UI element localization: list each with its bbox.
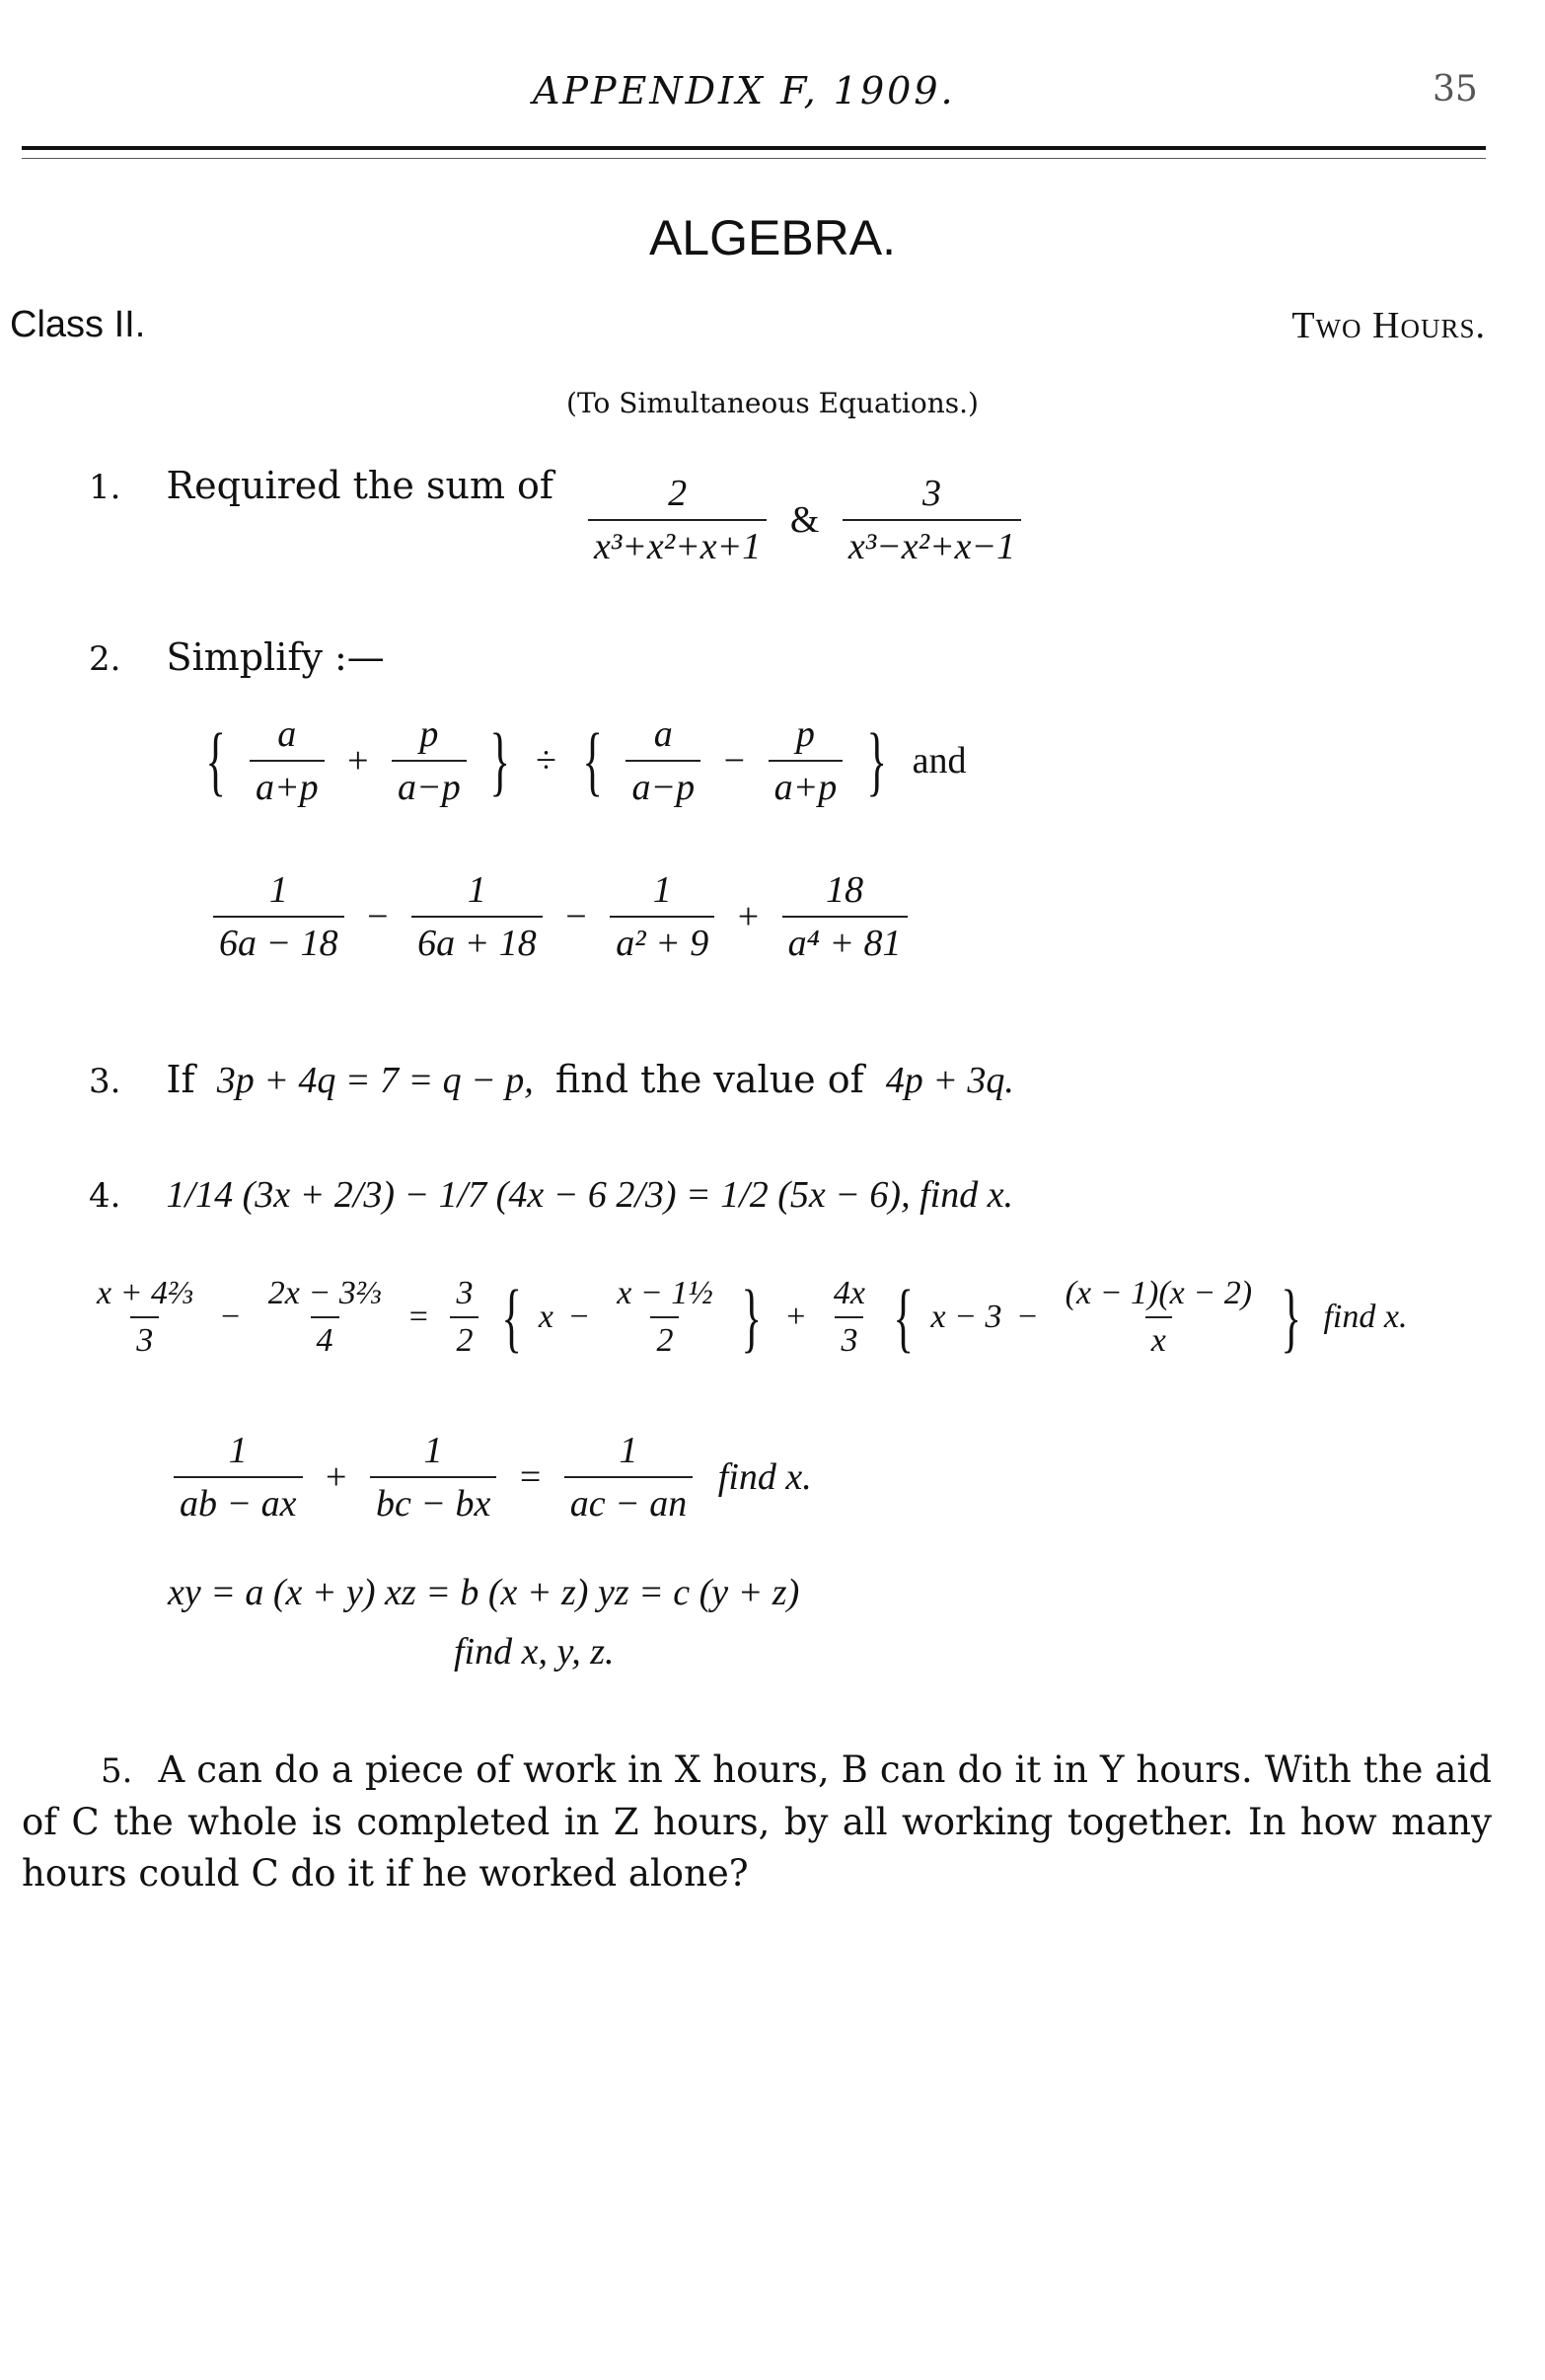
q4-equation-3 bbox=[168, 1429, 812, 1525]
expression: 4p + 3q. bbox=[885, 1060, 1014, 1101]
instruction: find x. bbox=[1323, 1299, 1408, 1335]
numerator: 1 bbox=[652, 869, 672, 911]
question-number: 2. bbox=[89, 639, 121, 679]
question-text: If bbox=[166, 1058, 195, 1101]
numerator: 1 bbox=[619, 1430, 638, 1471]
numerator: (x − 1)(x − 2) bbox=[1065, 1275, 1253, 1311]
equation: 1/14 (3x + 2/3) − 1/7 (4x − 6 2/3) = 1/2 (5x − 6), find x. bbox=[166, 1174, 1014, 1216]
divide: ÷ bbox=[536, 740, 557, 781]
denominator: 4 bbox=[311, 1316, 339, 1360]
question-number: 3. bbox=[89, 1062, 121, 1101]
question-text: Required the sum of bbox=[166, 464, 553, 507]
denominator: a−p bbox=[625, 760, 700, 809]
question-number: 4. bbox=[89, 1176, 121, 1216]
and-word: and bbox=[912, 740, 967, 781]
minus: − bbox=[221, 1299, 241, 1335]
denominator: x³−x²+x−1 bbox=[843, 519, 1021, 568]
brace: { bbox=[501, 1274, 522, 1360]
numerator: 1 bbox=[423, 1430, 443, 1471]
minus: − bbox=[723, 740, 746, 781]
q4-equation-2 bbox=[85, 1273, 1407, 1362]
question-number: 1. bbox=[89, 468, 121, 507]
equals: = bbox=[519, 1456, 542, 1498]
denominator: ac − an bbox=[564, 1476, 694, 1525]
denominator: a⁴ + 81 bbox=[782, 916, 908, 965]
denominator: 3 bbox=[835, 1316, 863, 1360]
header-rule bbox=[22, 146, 1486, 150]
minus: − bbox=[1017, 1299, 1038, 1335]
plus: + bbox=[737, 896, 760, 937]
numerator: x − 1½ bbox=[617, 1275, 713, 1311]
question-3 bbox=[89, 1058, 1014, 1102]
fraction bbox=[610, 868, 714, 965]
q4-equation-4: xy = a (x + y) xz = b (x + z) yz = c (y + z) bbox=[168, 1572, 800, 1613]
fraction bbox=[370, 1429, 496, 1525]
numerator: 3 bbox=[456, 1275, 474, 1311]
fraction bbox=[392, 712, 467, 809]
denominator: 2 bbox=[450, 1316, 478, 1360]
fraction bbox=[411, 868, 543, 965]
header-rule-thin bbox=[22, 158, 1486, 159]
fraction bbox=[450, 1275, 478, 1360]
class-label: Class II. bbox=[10, 304, 146, 345]
question-2 bbox=[89, 635, 385, 679]
brace: { bbox=[581, 717, 603, 803]
fraction bbox=[782, 868, 908, 965]
minus: − bbox=[569, 1299, 589, 1335]
fraction bbox=[1060, 1275, 1258, 1360]
numerator: 18 bbox=[826, 869, 864, 911]
subtitle: (To Simultaneous Equations.) bbox=[566, 387, 979, 419]
fraction bbox=[588, 472, 767, 568]
question-1 bbox=[89, 464, 553, 507]
brace: { bbox=[205, 717, 227, 803]
fraction bbox=[828, 1275, 871, 1360]
question-text: Simplify :— bbox=[166, 635, 385, 679]
question-5 bbox=[22, 1745, 1492, 1899]
numerator: 1 bbox=[228, 1430, 248, 1471]
question-text: find the value of bbox=[554, 1058, 864, 1101]
denominator: x bbox=[1145, 1316, 1172, 1360]
numerator: 2x − 3⅔ bbox=[267, 1275, 382, 1311]
fraction bbox=[611, 1275, 719, 1360]
fraction bbox=[213, 868, 344, 965]
brace: { bbox=[893, 1274, 915, 1360]
plus: + bbox=[786, 1299, 806, 1335]
equals: = bbox=[408, 1299, 428, 1335]
denominator: x³+x²+x+1 bbox=[588, 519, 767, 568]
numerator: p bbox=[419, 713, 439, 755]
fraction bbox=[250, 712, 325, 809]
question-number: 5. bbox=[101, 1751, 133, 1791]
fraction bbox=[769, 712, 844, 809]
fraction bbox=[564, 1429, 694, 1525]
q4-instruction: find x, y, z. bbox=[454, 1631, 615, 1673]
fraction bbox=[91, 1275, 199, 1360]
denominator: a² + 9 bbox=[610, 916, 714, 965]
denominator: 2 bbox=[650, 1316, 679, 1360]
q1-expression bbox=[582, 472, 1027, 568]
q2-expression-1 bbox=[197, 712, 967, 809]
equation: 3p + 4q = 7 = q − p, bbox=[216, 1060, 534, 1101]
numerator: 3 bbox=[922, 473, 942, 514]
instruction: find x. bbox=[717, 1456, 812, 1498]
numerator: x + 4⅔ bbox=[97, 1275, 193, 1311]
expression: x − 3 bbox=[930, 1299, 1002, 1335]
denominator: 6a + 18 bbox=[411, 916, 543, 965]
numerator: a bbox=[277, 713, 297, 755]
denominator: ab − ax bbox=[174, 1476, 303, 1525]
numerator: 2 bbox=[668, 473, 688, 514]
brace: } bbox=[741, 1274, 763, 1360]
numerator: 4x bbox=[833, 1275, 865, 1311]
denominator: a+p bbox=[250, 760, 325, 809]
running-header: APPENDIX F, 1909. bbox=[533, 69, 956, 112]
question-text: A can do a piece of work in X hours, B can do it in Y hours. With the aid of C the whole is completed in Z hours, by all working together. In how many hours could C do it if he worked alone? bbox=[22, 1748, 1492, 1895]
numerator: p bbox=[795, 713, 815, 755]
fraction bbox=[843, 472, 1021, 568]
q2-expression-2 bbox=[207, 868, 914, 965]
plus: + bbox=[326, 1456, 347, 1498]
time-label: Two Hours. bbox=[1291, 305, 1486, 346]
denominator: 6a − 18 bbox=[213, 916, 344, 965]
variable: x bbox=[538, 1299, 554, 1335]
denominator: a−p bbox=[392, 760, 467, 809]
numerator: 1 bbox=[467, 869, 486, 911]
numerator: a bbox=[653, 713, 673, 755]
brace: } bbox=[866, 717, 887, 803]
denominator: bc − bx bbox=[370, 1476, 496, 1525]
denominator: a+p bbox=[769, 760, 844, 809]
brace: } bbox=[489, 717, 511, 803]
page-number: 35 bbox=[1433, 69, 1478, 110]
brace: } bbox=[1280, 1274, 1301, 1360]
fraction bbox=[174, 1429, 303, 1525]
minus: − bbox=[367, 896, 389, 937]
minus: − bbox=[565, 896, 587, 937]
ampersand: & bbox=[789, 499, 820, 541]
question-4 bbox=[89, 1172, 1013, 1217]
fraction bbox=[625, 712, 700, 809]
page-title: ALGEBRA. bbox=[648, 210, 897, 265]
numerator: 1 bbox=[268, 869, 288, 911]
fraction bbox=[262, 1275, 388, 1360]
plus: + bbox=[347, 740, 369, 781]
denominator: 3 bbox=[130, 1316, 159, 1360]
